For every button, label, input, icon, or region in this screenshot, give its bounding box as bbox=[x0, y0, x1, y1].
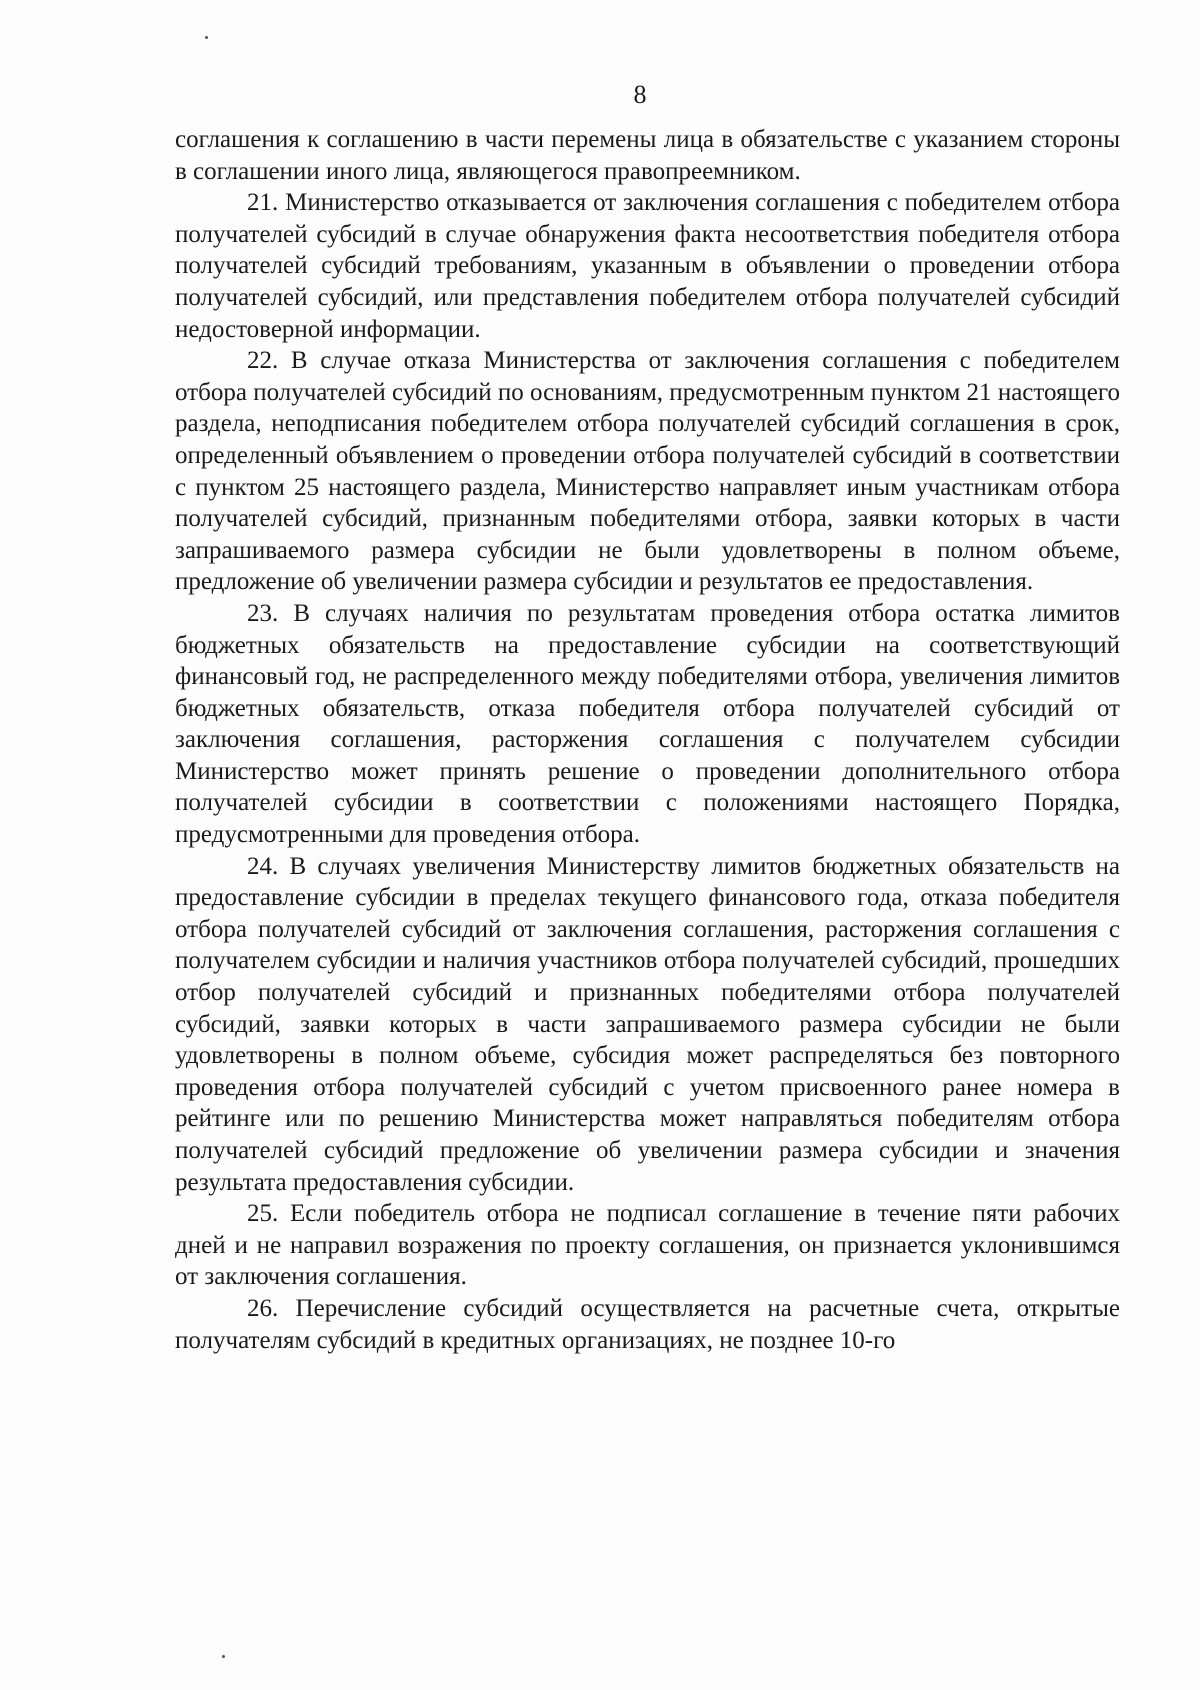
paragraph-24: 24. В случаях увеличения Министерству лимитов бюджетных обязательств на предоставление субсидии в пределах текущего финансового года, отказа победителя отбора получателей субсидий от заключения соглашения, расторжения соглашения с получателем субсидии и наличия участников отбора получателей субсидий, прошедших отбор получателей субсидий и признанных победителями отбора получателей субсидий, заявки которых в части запрашиваемого размера субсидии не были удовлетворены в полном объеме, субсидия может распределяться без повторного проведения отбора получателей субсидий с учетом присвоенного ранее номера в рейтинге или по решению Министерства может направляться победителям отбора получателей субсидий предложение об увеличении размера субсидии и значения результата предоставления субсидии. bbox=[175, 852, 1120, 1196]
page-number: 8 bbox=[633, 80, 647, 109]
document-body bbox=[175, 124, 1120, 1356]
paragraph-22: 22. В случае отказа Министерства от заключения соглашения с победителем отбора получателей субсидий по основаниям, предусмотренным пунктом 21 настоящего раздела, неподписания победителем отбора получателей субсидий соглашения в срок, определенный объявлением о проведении отбора получателей субсидий в соответствии с пунктом 25 настоящего раздела, Министерство направляет иным участникам отбора получателей субсидий, признанным победителями отбора, заявки которых в части запрашиваемого размера субсидии не были удовлетворены в полном объеме, предложение об увеличении размера субсидии и результатов ее предоставления. bbox=[175, 347, 1120, 596]
paragraph-23: 23. В случаях наличия по результатам проведения отбора остатка лимитов бюджетных обязательств на предоставление субсидии на соответствующий финансовый год, не распределенного между победителями отбора, увеличения лимитов бюджетных обязательств, отказа победителя отбора получателей субсидий от заключения соглашения, расторжения соглашения с получателем субсидии Министерство может принять решение о проведении дополнительного отбора получателей субсидии в соответствии с положениями настоящего Порядка, предусмотренными для проведения отбора. bbox=[175, 599, 1120, 849]
paragraph-25: 25. Если победитель отбора не подписал соглашение в течение пяти рабочих дней и не направил возражения по проекту соглашения, он признается уклонившимся от заключения соглашения. bbox=[175, 1200, 1120, 1291]
paragraph-21: 21. Министерство отказывается от заключения соглашения с победителем отбора получателей субсидий в случае обнаружения факта несоответствия победителя отбора получателей субсидий требованиям, указанным в объявлении о проведении отбора получателей субсидий, или представления победителем отбора получателей субсидий недостоверной информации. bbox=[175, 189, 1120, 343]
scan-speck-bottom bbox=[222, 1655, 225, 1658]
scan-speck-top bbox=[205, 36, 208, 39]
paragraph-continuation: соглашения к соглашению в части перемены лица в обязательстве с указанием стороны в соглашении иного лица, являющегося правопреемником. bbox=[175, 126, 1120, 185]
paragraph-26: 26. Перечисление субсидий осуществляется на расчетные счета, открытые получателям субсидий в кредитных организациях, не позднее 10-го bbox=[175, 1294, 1120, 1354]
